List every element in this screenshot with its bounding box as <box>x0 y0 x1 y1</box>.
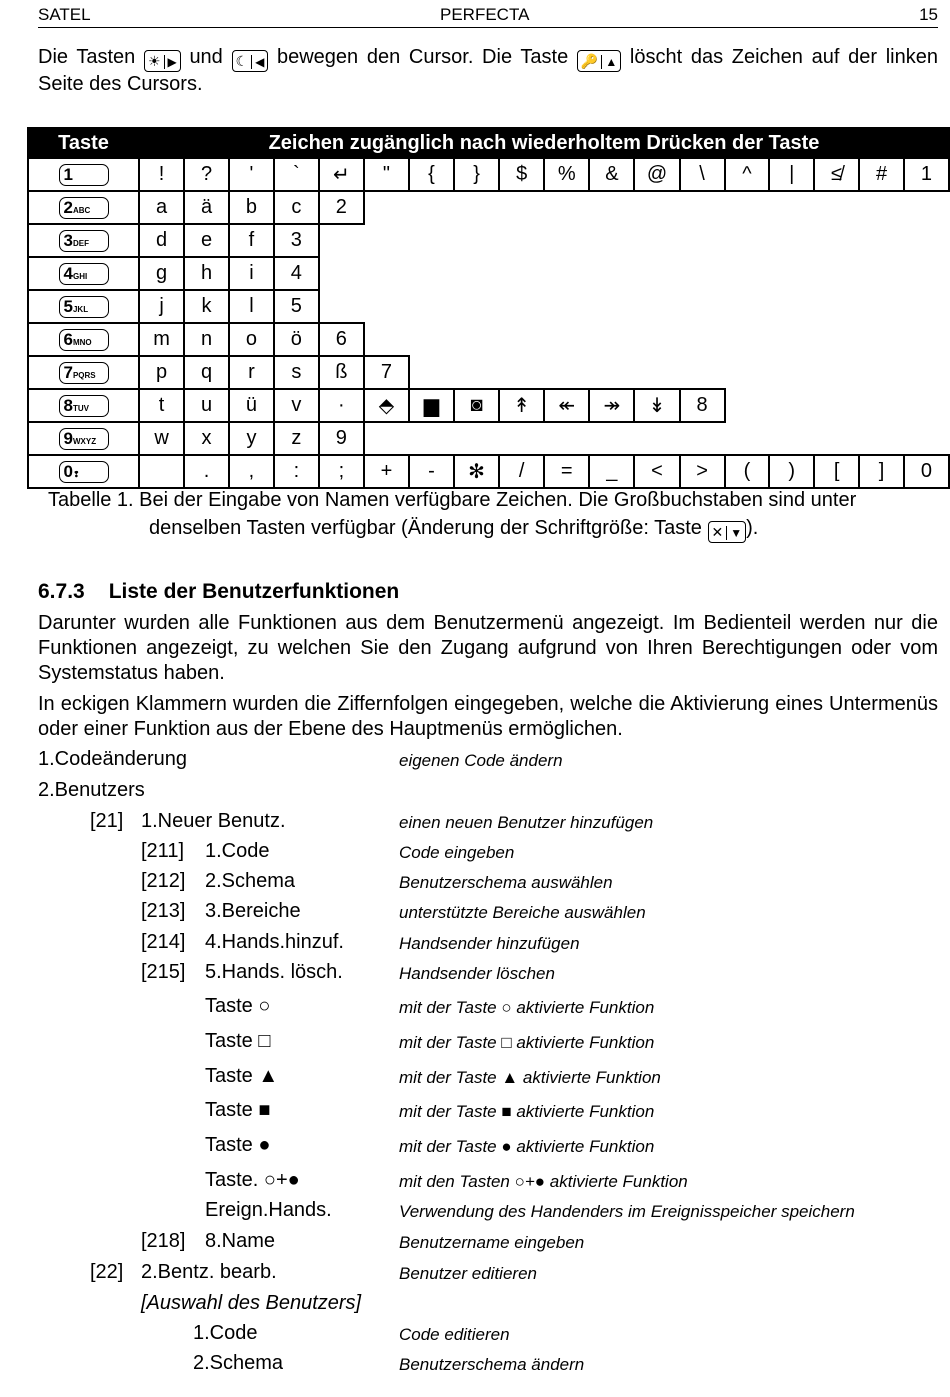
char-cell: k <box>184 290 229 323</box>
empty-cell <box>454 323 499 356</box>
empty-cell <box>904 323 949 356</box>
key-up-key-icon: 🔑 ▲ <box>577 50 621 72</box>
empty-cell <box>499 290 544 323</box>
empty-cell <box>454 257 499 290</box>
char-cell: t <box>139 389 184 422</box>
menu-item-label: 1.Code <box>205 840 270 862</box>
key-cell <box>28 455 139 488</box>
char-cell: ^ <box>725 158 770 191</box>
char-cell: 5 <box>274 290 319 323</box>
char-cell: $ <box>499 158 544 191</box>
menu-item-description: mit der Taste ● aktivierte Funktion <box>399 1137 655 1156</box>
menu-item-description: Benutzerschema auswählen <box>399 873 613 892</box>
key-cell <box>28 257 139 290</box>
empty-cell <box>725 356 770 389</box>
empty-cell <box>544 422 589 455</box>
header-chars: Zeichen zugänglich nach wiederholtem Drücken der Taste <box>139 128 949 158</box>
menu-item-label: [Auswahl des Benutzers] <box>141 1292 362 1314</box>
empty-cell <box>454 290 499 323</box>
char-cell: 3 <box>274 224 319 257</box>
intro-text: löscht das Zeichen auf der linken Seite des Cursors. <box>38 46 938 95</box>
char-cell: { <box>409 158 454 191</box>
empty-cell <box>364 323 409 356</box>
char-cell: 0 <box>904 455 949 488</box>
key-cell <box>28 389 139 422</box>
char-cell: | <box>769 158 814 191</box>
empty-cell <box>769 356 814 389</box>
char-cell: ↡ <box>634 389 679 422</box>
x-down-key-icon: ✕ ▼ <box>708 521 747 543</box>
empty-cell <box>364 191 409 224</box>
menu-item-label: 4.Hands.hinzuf. <box>205 931 344 953</box>
empty-cell <box>859 323 904 356</box>
empty-cell <box>409 323 454 356</box>
table-caption: Tabelle 1. Bei der Eingabe von Namen verfügbare Zeichen. Die Großbuchstaben sind unter denselben Tasten verfügbar (Änderung der Schriftgröße: Taste ✕ ▼ ). <box>48 486 938 543</box>
menu-item-description: mit der Taste □ aktivierte Funktion <box>399 1033 655 1052</box>
empty-cell <box>499 257 544 290</box>
empty-cell <box>859 290 904 323</box>
empty-cell <box>859 224 904 257</box>
menu-item-label: 3.Bereiche <box>205 900 301 922</box>
key-cell <box>28 422 139 455</box>
menu-code: [214] <box>141 931 186 953</box>
menu-code: [218] <box>141 1230 186 1252</box>
char-cell: ö <box>274 323 319 356</box>
empty-cell <box>319 257 364 290</box>
table-row <box>28 356 949 389</box>
char-cell: 9 <box>319 422 364 455</box>
paragraph-1: Darunter wurden alle Funktionen aus dem Benutzermenü angezeigt. Im Bedienteil werden nur die Funktionen angezeigt, zu welchen Sie den Zugang aufgrund von Ihren Berechtigungen oder vom Systemstatus haben. <box>38 612 938 684</box>
empty-cell <box>725 422 770 455</box>
keypad-key-icon: 1 <box>59 164 109 186</box>
char-cell: ] <box>859 455 904 488</box>
empty-cell <box>814 257 859 290</box>
char-cell: w <box>139 422 184 455</box>
empty-cell <box>409 191 454 224</box>
menu-item-label: 1.Neuer Benutz. <box>141 810 286 832</box>
empty-cell <box>634 422 679 455</box>
char-cell: l <box>229 290 274 323</box>
key-cell <box>28 356 139 389</box>
char-cell: : <box>274 455 319 488</box>
empty-cell <box>680 290 725 323</box>
empty-cell <box>499 356 544 389</box>
empty-cell <box>904 257 949 290</box>
char-cell: , <box>229 455 274 488</box>
empty-cell <box>499 224 544 257</box>
char-cell: ü <box>229 389 274 422</box>
menu-item-description: mit der Taste ▲ aktivierte Funktion <box>399 1068 661 1087</box>
char-cell: ! <box>139 158 184 191</box>
empty-cell <box>859 257 904 290</box>
empty-cell <box>904 191 949 224</box>
empty-cell <box>725 224 770 257</box>
empty-cell <box>634 257 679 290</box>
char-cell: q <box>184 356 229 389</box>
char-cell: ä <box>184 191 229 224</box>
menu-item-label: 1.Code <box>193 1322 258 1344</box>
menu-item-description: mit der Taste ○ aktivierte Funktion <box>399 998 655 1017</box>
empty-cell <box>454 422 499 455</box>
menu-item-description: unterstützte Bereiche auswählen <box>399 903 646 922</box>
table-row <box>28 257 949 290</box>
empty-cell <box>364 422 409 455</box>
char-cell: [ <box>814 455 859 488</box>
menu-code: [215] <box>141 961 186 983</box>
char-cell: e <box>184 224 229 257</box>
empty-cell <box>499 191 544 224</box>
table-row <box>28 323 949 356</box>
empty-cell <box>364 224 409 257</box>
empty-cell <box>769 323 814 356</box>
intro-text: und <box>189 46 223 68</box>
empty-cell <box>589 257 634 290</box>
empty-cell <box>769 290 814 323</box>
intro-paragraph <box>38 45 938 97</box>
menu-item-description: Handsender hinzufügen <box>399 934 580 953</box>
char-cell: 8 <box>680 389 725 422</box>
char-cell: c <box>274 191 319 224</box>
menu-item-label: Taste. ○+● <box>205 1169 300 1191</box>
menu-item-description: einen neuen Benutzer hinzufügen <box>399 813 654 832</box>
header-brand: SATEL <box>38 5 91 24</box>
menu-item-label: Taste ▲ <box>205 1065 279 1087</box>
empty-cell <box>589 422 634 455</box>
empty-cell <box>769 191 814 224</box>
empty-cell <box>544 356 589 389</box>
menu-item-description: Benutzerschema ändern <box>399 1355 585 1374</box>
empty-cell <box>814 323 859 356</box>
empty-cell <box>409 356 454 389</box>
char-cell: ↞ <box>544 389 589 422</box>
empty-cell <box>769 422 814 455</box>
menu-item-description: Handsender löschen <box>399 964 555 983</box>
empty-cell <box>904 389 949 422</box>
char-cell: y <box>229 422 274 455</box>
empty-cell <box>589 323 634 356</box>
menu-item-label: Ereign.Hands. <box>205 1199 332 1221</box>
header-product: PERFECTA <box>440 5 530 24</box>
char-cell: < <box>634 455 679 488</box>
sun-right-key-icon: ☀ ▶ <box>144 50 181 72</box>
empty-cell <box>904 224 949 257</box>
char-cell: n <box>184 323 229 356</box>
menu-item-description: mit den Tasten ○+● aktivierte Funktion <box>399 1172 688 1191</box>
char-cell: @ <box>634 158 679 191</box>
menu-code: [211] <box>141 840 184 862</box>
empty-cell <box>680 191 725 224</box>
char-cell: d <box>139 224 184 257</box>
char-cell: ' <box>229 158 274 191</box>
table-row <box>28 455 949 488</box>
empty-cell <box>499 323 544 356</box>
empty-cell <box>544 191 589 224</box>
empty-cell <box>814 422 859 455</box>
key-cell <box>28 224 139 257</box>
char-cell: } <box>454 158 499 191</box>
empty-cell <box>634 191 679 224</box>
empty-cell <box>589 224 634 257</box>
empty-cell <box>634 224 679 257</box>
char-cell: o <box>229 323 274 356</box>
char-cell: ⬘ <box>364 389 409 422</box>
menu-code: [21] <box>90 810 124 832</box>
empty-cell <box>725 389 770 422</box>
page-header <box>38 5 938 28</box>
char-cell: 2 <box>319 191 364 224</box>
char-cell: · <box>319 389 364 422</box>
menu-item-label: 2.Benutzers <box>38 779 145 801</box>
char-cell: ; <box>319 455 364 488</box>
char-cell: ↠ <box>589 389 634 422</box>
keypad-key-icon: 5JKL <box>59 296 109 318</box>
empty-cell <box>725 323 770 356</box>
menu-item-label: Taste ● <box>205 1134 271 1156</box>
char-cell: - <box>409 455 454 488</box>
empty-cell <box>680 422 725 455</box>
menu-item-label: Taste ■ <box>205 1099 271 1121</box>
empty-cell <box>499 422 544 455</box>
keypad-key-icon: 7PQRS <box>59 362 109 384</box>
char-cell: m <box>139 323 184 356</box>
empty-cell <box>680 323 725 356</box>
keypad-key-icon: 2ABC <box>59 197 109 219</box>
empty-cell <box>589 191 634 224</box>
menu-item-label: Taste ○ <box>205 995 271 1017</box>
char-cell: ) <box>769 455 814 488</box>
empty-cell <box>409 257 454 290</box>
keypad-key-icon: 8TUV <box>59 395 109 417</box>
empty-cell <box>589 356 634 389</box>
menu-item-description: Benutzername eingeben <box>399 1233 585 1252</box>
key-cell <box>28 290 139 323</box>
char-cell: j <box>139 290 184 323</box>
empty-cell <box>814 290 859 323</box>
menu-item-label: 5.Hands. lösch. <box>205 961 343 983</box>
empty-cell <box>769 257 814 290</box>
empty-cell <box>319 224 364 257</box>
empty-cell <box>634 356 679 389</box>
menu-item-label: 2.Schema <box>193 1352 284 1374</box>
table-header-row <box>28 128 949 158</box>
empty-cell <box>814 389 859 422</box>
empty-cell <box>454 191 499 224</box>
empty-cell <box>859 191 904 224</box>
char-cell: u <box>184 389 229 422</box>
empty-cell <box>814 191 859 224</box>
char-cell: \ <box>680 158 725 191</box>
empty-cell <box>544 323 589 356</box>
empty-cell <box>814 356 859 389</box>
menu-item-label: 8.Name <box>205 1230 276 1252</box>
key-cell <box>28 323 139 356</box>
empty-cell <box>544 257 589 290</box>
empty-cell <box>769 224 814 257</box>
paragraph-2: In eckigen Klammern wurden die Ziffernfolgen eingegeben, welche die Aktivierung eines Untermenüs oder einer Funktion aus der Ebene des Hauptmenüs ermöglichen. <box>38 693 938 740</box>
menu-code: [213] <box>141 900 186 922</box>
table-row <box>28 191 949 224</box>
empty-cell <box>409 290 454 323</box>
char-cell: > <box>680 455 725 488</box>
empty-cell <box>409 422 454 455</box>
menu-item-description: Verwendung des Handenders im Ereignisspeicher speichern <box>399 1202 855 1221</box>
char-cell: v <box>274 389 319 422</box>
char-cell: ◙ <box>454 389 499 422</box>
char-cell: x <box>184 422 229 455</box>
table-row <box>28 422 949 455</box>
empty-cell <box>364 290 409 323</box>
menu-item-description: Code editieren <box>399 1325 510 1344</box>
char-cell: r <box>229 356 274 389</box>
char-cell: p <box>139 356 184 389</box>
empty-cell <box>454 224 499 257</box>
char-cell: s <box>274 356 319 389</box>
keypad-key-icon: 3DEF <box>59 230 109 252</box>
empty-cell <box>680 257 725 290</box>
char-cell: 4 <box>274 257 319 290</box>
empty-cell <box>859 422 904 455</box>
char-cell: + <box>364 455 409 488</box>
moon-left-key-icon: ☾ ◀ <box>232 50 269 72</box>
char-cell: f <box>229 224 274 257</box>
char-cell: ↟ <box>499 389 544 422</box>
menu-item-label: 2.Bentz. bearb. <box>141 1261 277 1283</box>
menu-item-description: eigenen Code ändern <box>399 751 563 770</box>
menu-item-label: 1.Codeänderung <box>38 748 188 770</box>
menu-item-description: Benutzer editieren <box>399 1264 537 1283</box>
empty-cell <box>589 290 634 323</box>
char-cell: ✻ <box>454 455 499 488</box>
char-cell: b <box>229 191 274 224</box>
intro-text: Die Tasten <box>38 46 136 68</box>
menu-code: [212] <box>141 870 186 892</box>
character-table <box>27 127 950 489</box>
intro-text: bewegen den Cursor. Die Taste <box>276 46 569 68</box>
empty-cell <box>319 290 364 323</box>
empty-cell <box>680 224 725 257</box>
char-cell: g <box>139 257 184 290</box>
key-cell <box>28 191 139 224</box>
keypad-key-icon: 0❢ <box>59 461 109 483</box>
menu-code: [22] <box>90 1261 124 1283</box>
menu-item-description: mit der Taste ■ aktivierte Funktion <box>399 1102 655 1121</box>
empty-cell <box>544 224 589 257</box>
header-key: Taste <box>28 128 139 158</box>
char-cell: a <box>139 191 184 224</box>
empty-cell <box>409 224 454 257</box>
char-cell: " <box>364 158 409 191</box>
empty-cell <box>634 290 679 323</box>
section-heading: 6.7.3 Liste der Benutzerfunktionen <box>38 580 400 603</box>
char-cell: i <box>229 257 274 290</box>
char-cell: ? <box>184 158 229 191</box>
empty-cell <box>904 356 949 389</box>
char-cell: . <box>184 455 229 488</box>
char-cell: % <box>544 158 589 191</box>
table-row <box>28 389 949 422</box>
empty-cell <box>544 290 589 323</box>
char-cell <box>139 455 184 488</box>
page-number: 15 <box>919 5 938 24</box>
char-cell: / <box>499 455 544 488</box>
char-cell: ( <box>725 455 770 488</box>
empty-cell <box>859 356 904 389</box>
table-row <box>28 158 949 191</box>
empty-cell <box>725 290 770 323</box>
menu-item-label: Taste □ <box>205 1030 271 1052</box>
empty-cell <box>454 356 499 389</box>
char-cell: ` <box>274 158 319 191</box>
empty-cell <box>725 191 770 224</box>
table-row <box>28 290 949 323</box>
char-cell: ß <box>319 356 364 389</box>
char-cell: & <box>589 158 634 191</box>
keypad-key-icon: 4GHI <box>59 263 109 285</box>
empty-cell <box>769 389 814 422</box>
table-row <box>28 224 949 257</box>
char-cell: 6 <box>319 323 364 356</box>
key-cell <box>28 158 139 191</box>
char-cell: # <box>859 158 904 191</box>
empty-cell <box>634 323 679 356</box>
keypad-key-icon: 9WXYZ <box>59 428 109 450</box>
empty-cell <box>364 257 409 290</box>
char-cell: = <box>544 455 589 488</box>
menu-item-description: Code eingeben <box>399 843 515 862</box>
empty-cell <box>814 224 859 257</box>
char-cell: ≰ <box>814 158 859 191</box>
char-cell: 7 <box>364 356 409 389</box>
empty-cell <box>725 257 770 290</box>
char-cell: ▆ <box>409 389 454 422</box>
empty-cell <box>859 389 904 422</box>
char-cell: ↵ <box>319 158 364 191</box>
char-cell: h <box>184 257 229 290</box>
keypad-key-icon: 6MNO <box>59 329 109 351</box>
char-cell: z <box>274 422 319 455</box>
empty-cell <box>904 290 949 323</box>
char-cell: _ <box>589 455 634 488</box>
menu-item-label: 2.Schema <box>205 870 296 892</box>
empty-cell <box>680 356 725 389</box>
empty-cell <box>904 422 949 455</box>
char-cell: 1 <box>904 158 949 191</box>
